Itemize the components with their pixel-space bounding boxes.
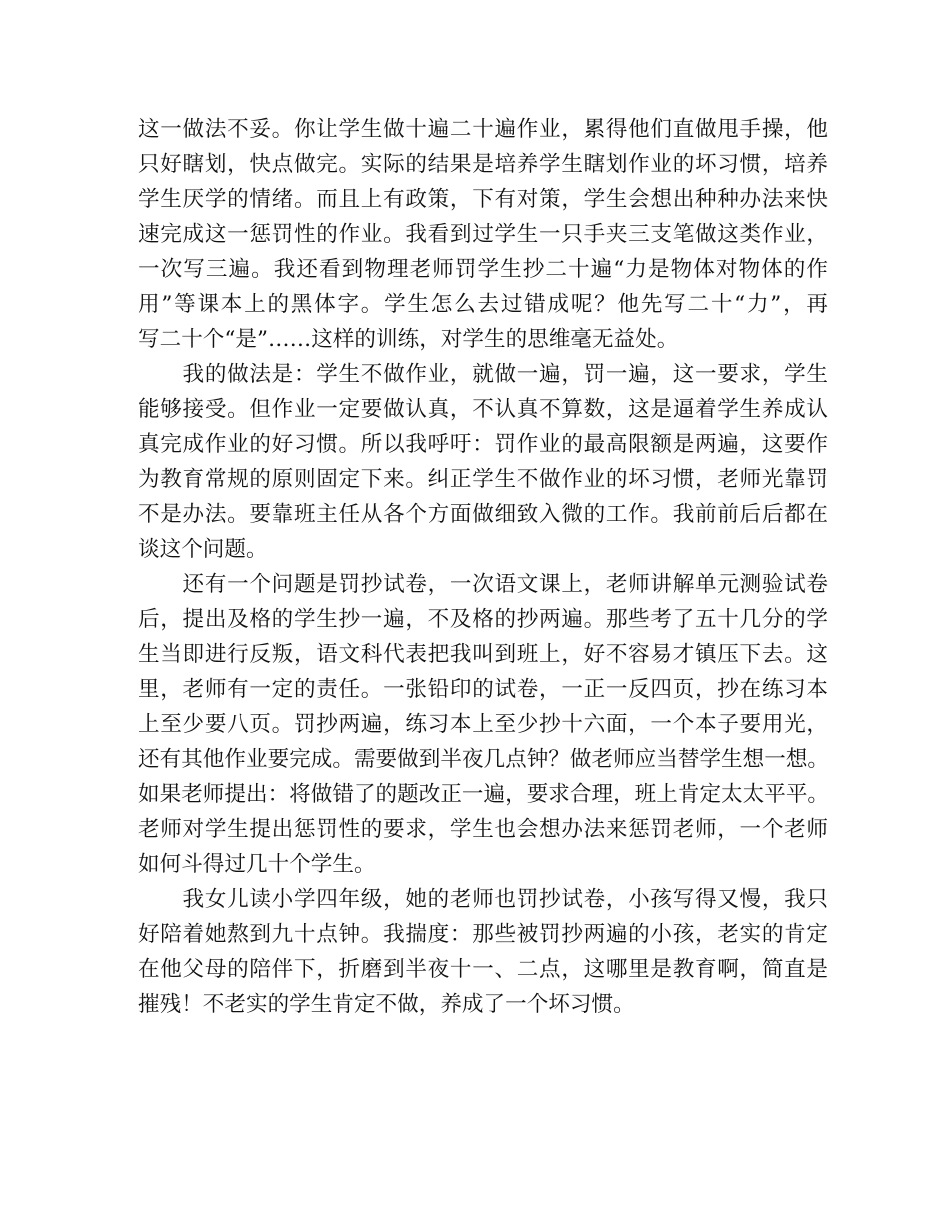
- text-line: 还有一个问题是罚抄试卷，一次语文课上，老师讲解单元测验试卷: [138, 572, 828, 597]
- text-line: 还有其他作业要完成。需要做到半夜几点钟？做老师应当替学生想一想。: [138, 747, 830, 772]
- paragraph-1: [138, 112, 828, 357]
- text-line: 用”等课本上的黑体字。学生怎么去过错成呢？他先写二十“力”，再: [138, 292, 828, 317]
- text-line: 摧残！不老实的学生肯定不做，养成了一个坏习惯。: [138, 992, 635, 1017]
- text-line: 在他父母的陪伴下，折磨到半夜十一、二点，这哪里是教育啊，简直是: [138, 957, 828, 982]
- text-line: 老师对学生提出惩罚性的要求，学生也会想办法来惩罚老师，一个老师: [138, 817, 828, 842]
- body-text: [138, 112, 828, 1022]
- text-line: 为教育常规的原则固定下来。纠正学生不做作业的坏习惯，老师光靠罚: [138, 467, 828, 492]
- text-line: 只好瞎划，快点做完。实际的结果是培养学生瞎划作业的坏习惯，培养: [138, 152, 828, 177]
- text-line: 我的做法是：学生不做作业，就做一遍，罚一遍，这一要求，学生: [138, 362, 828, 387]
- text-line: 谈这个问题。: [138, 537, 268, 562]
- text-line: 后，提出及格的学生抄一遍，不及格的抄两遍。那些考了五十几分的学: [138, 607, 828, 632]
- text-line: 不是办法。要靠班主任从各个方面做细致入微的工作。我前前后后都在: [138, 502, 828, 527]
- text-line: 我女儿读小学四年级，她的老师也罚抄试卷，小孩写得又慢，我只: [138, 887, 828, 912]
- text-line: 写二十个“是”……这样的训练，对学生的思维毫无益处。: [138, 327, 679, 352]
- text-line: 好陪着她熬到九十点钟。我揣度：那些被罚抄两遍的小孩，老实的肯定: [138, 922, 828, 947]
- text-line: 上至少要八页。罚抄两遍，练习本上至少抄十六面，一个本子要用光，: [138, 712, 828, 737]
- paragraph-3: [138, 567, 828, 882]
- text-line: 如果老师提出：将做错了的题改正一遍，要求合理，班上肯定太太平平。: [138, 782, 830, 807]
- text-line: 真完成作业的好习惯。所以我呼吁：罚作业的最高限额是两遍，这要作: [138, 432, 828, 457]
- text-line: 这一做法不妥。你让学生做十遍二十遍作业，累得他们直做甩手操，他: [138, 117, 828, 142]
- text-line: 学生厌学的情绪。而且上有政策，下有对策，学生会想出种种办法来快: [138, 187, 828, 212]
- paragraph-2: [138, 357, 828, 567]
- text-line: 一次写三遍。我还看到物理老师罚学生抄二十遍“力是物体对物体的作: [138, 257, 828, 282]
- text-line: 速完成这一惩罚性的作业。我看到过学生一只手夹三支笔做这类作业，: [138, 222, 828, 247]
- text-line: 生当即进行反叛，语文科代表把我叫到班上，好不容易才镇压下去。这: [138, 642, 828, 667]
- text-line: 如何斗得过几十个学生。: [138, 852, 376, 877]
- text-line: 里，老师有一定的责任。一张铅印的试卷，一正一反四页，抄在练习本: [138, 677, 828, 702]
- text-line: 能够接受。但作业一定要做认真，不认真不算数，这是逼着学生养成认: [138, 397, 828, 422]
- paragraph-4: [138, 882, 828, 1022]
